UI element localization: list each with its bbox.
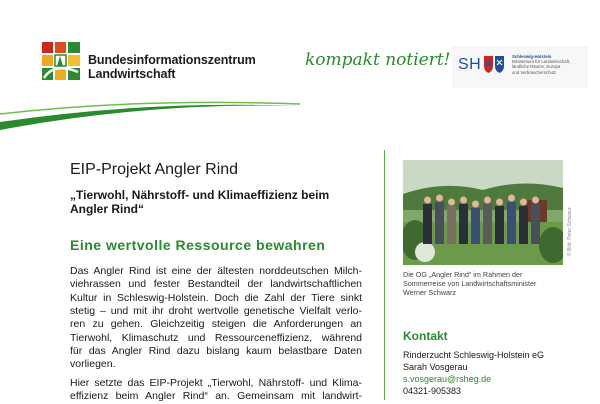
- contact-person: Sarah Vosgerau: [403, 362, 468, 372]
- contact-phone: 04321-905383: [403, 386, 462, 396]
- para1-line: ren zu gehen. Gleichzeitig steigen die Anforderungen an: [70, 318, 362, 331]
- org-name: [88, 53, 256, 81]
- para1-line: für das Angler Rind dazu bislang kaum belastbare Daten: [70, 345, 362, 358]
- sh-crest-icon: [483, 54, 505, 74]
- contact-heading: Kontakt: [403, 329, 448, 343]
- sh-ministry-line3: ländliche Räume, Europa: [512, 64, 561, 70]
- group-photo: [403, 160, 563, 265]
- sh-ministry-line2: Ministerium für Landwirtschaft,: [512, 59, 571, 65]
- org-name-line2: Landwirtschaft: [88, 67, 176, 81]
- green-swoosh: [0, 92, 600, 132]
- caption-line1: Die OG „Angler Rind“ im Rahmen der: [403, 270, 523, 279]
- caption-line3: Werner Schwarz: [403, 288, 456, 297]
- contact-organization: Rinderzucht Schleswig-Holstein eG: [403, 350, 545, 360]
- bzl-logo-icon: [42, 42, 80, 80]
- section-heading: Eine wertvolle Ressource bewahren: [70, 237, 326, 253]
- para1-line: Tierwohl, Klimaschutz und Ressourceneffizienz, während: [70, 331, 362, 344]
- slogan: kompakt notiert!: [305, 50, 451, 70]
- caption-line2: Sommerreise von Landwirtschaftsminister: [403, 279, 537, 288]
- subtitle-line2: Angler Rind“: [70, 202, 144, 216]
- para1-line: vorliegen.: [70, 358, 116, 371]
- contact-email-link[interactable]: s.vosgerau@rsheg.de: [403, 374, 492, 384]
- subtitle: [70, 188, 370, 216]
- org-name-line1: Bundesinformationszentrum: [88, 53, 256, 67]
- para1-line: viehrassen und fester Bestandteil der landwirtschaftlichen: [70, 278, 362, 291]
- photo-credit: [567, 160, 575, 265]
- para1-line: Das Angler Rind ist eine der ältesten norddeutschen Milch-: [70, 265, 362, 277]
- para1-line: stetig – und mit ihr droht wertvolle genetische Vielfalt verlo-: [70, 305, 362, 318]
- para1-line: Kultur in Schleswig-Holstein. Doch die Zahl der Tiere sinkt: [70, 291, 362, 304]
- body-paragraph-1: [70, 265, 362, 372]
- page-title: EIP-Projekt Angler Rind: [70, 161, 239, 178]
- photo-credit-text: © Bild: Peter Schwarz: [567, 207, 573, 256]
- sh-ministry-text: [512, 54, 586, 75]
- para2-line: Hier setzte das EIP-Projekt „Tierwohl, Nährstoff- und Klima-: [70, 377, 362, 389]
- para2-line: effizienz beim Angler Rind“ an. Gemeinsam mit landwirt-: [70, 390, 362, 403]
- sh-ministry-line1: Schleswig-Holstein: [512, 54, 552, 59]
- sh-letters: SH: [458, 56, 482, 73]
- photo-caption: [403, 270, 573, 297]
- sh-ministry-line4: und Verbraucherschutz: [512, 69, 557, 75]
- subtitle-line1: „Tierwohl, Nährstoff- und Klimaeffizienz beim: [70, 188, 330, 202]
- column-divider: [384, 150, 385, 400]
